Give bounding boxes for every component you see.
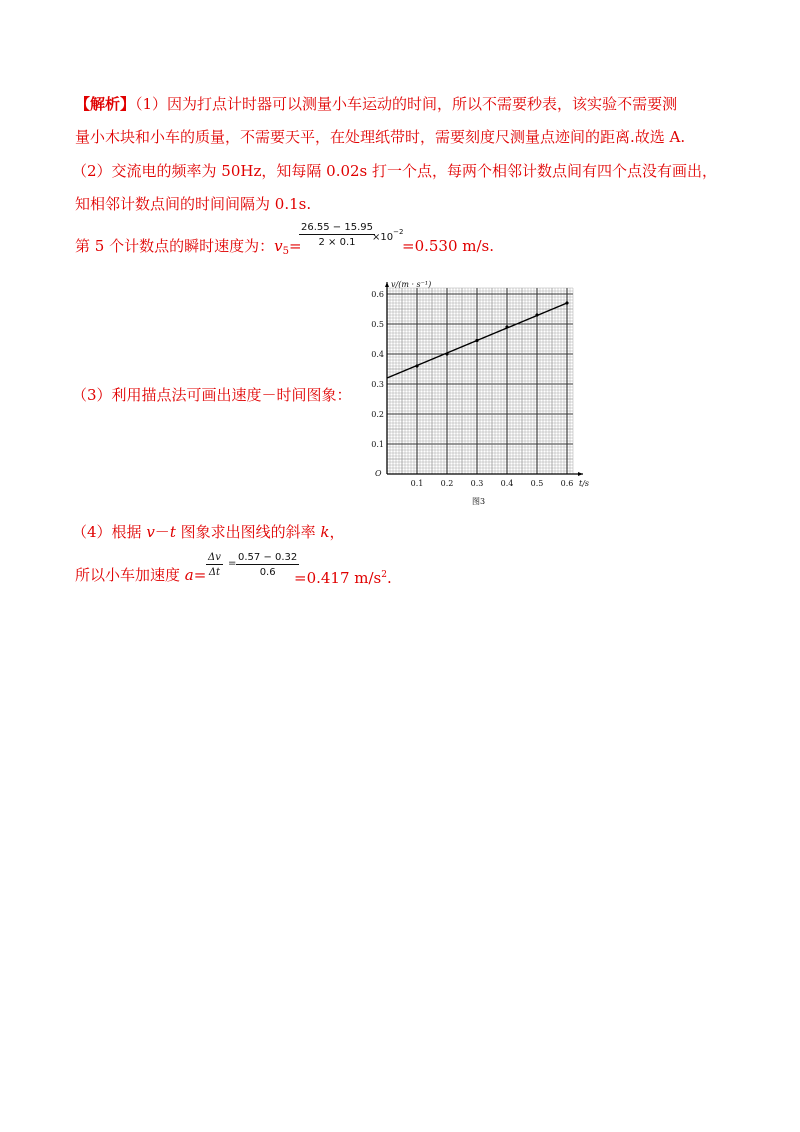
x-tick-label: 0.3 <box>470 479 484 488</box>
data-point <box>415 364 418 367</box>
p3-eq: = <box>288 237 302 255</box>
p1-line1 <box>75 94 677 114</box>
data-point <box>475 339 478 342</box>
p4-text: （3）利用描点法可画出速度－时间图象： <box>72 386 352 404</box>
x-tick-label: 0.1 <box>410 479 424 488</box>
p3-var: v <box>274 237 283 255</box>
p3-sub: 5 <box>282 246 289 257</box>
y-tick-label: 0.5 <box>371 320 384 329</box>
delta-denominator: Δt <box>208 567 221 578</box>
data-point <box>565 301 568 304</box>
p5-mid: 图象求出图线的斜率 <box>175 523 321 541</box>
delta-fraction <box>206 552 223 578</box>
velocity-time-graph <box>365 280 605 520</box>
accel-fraction <box>236 552 299 578</box>
data-point <box>445 352 448 355</box>
y-tick-label: 0.3 <box>371 380 384 389</box>
p5-dash: － <box>154 523 170 541</box>
p5-prefix: （4）根据 <box>72 523 147 541</box>
y-axis-arrow <box>385 282 389 287</box>
p6-var: a <box>184 566 194 584</box>
p5-end: ， <box>329 523 345 541</box>
graph-grid <box>387 288 573 474</box>
velocity-result: =0.530 m/s. <box>402 237 495 255</box>
graph-marks <box>387 301 569 378</box>
accel-exp: 2 <box>381 570 387 580</box>
accel-result-text: =0.417 m/s <box>294 569 382 587</box>
x-axis-label: t/s <box>579 479 590 488</box>
figure-caption: 图3 <box>472 497 486 506</box>
y-tick-label: 0.2 <box>371 410 384 419</box>
x-tick-label: 0.6 <box>560 479 574 488</box>
p5-line <box>72 522 345 542</box>
velocity-factor <box>372 228 403 243</box>
p3-prefix: 第 5 个计数点的瞬时速度为： <box>75 237 275 255</box>
origin-label: O <box>375 469 382 478</box>
velocity-numerator: 26.55 − 15.95 <box>301 222 373 233</box>
factor-text: ×10 <box>372 232 394 243</box>
y-tick-label: 0.1 <box>371 440 384 449</box>
accel-numerator: 0.57 − 0.32 <box>238 552 298 563</box>
y-tick-label: 0.6 <box>371 290 384 299</box>
y-axis-label: v/(m · s⁻¹) <box>391 280 432 289</box>
velocity-denominator: 2 × 0.1 <box>318 237 356 248</box>
p3-line <box>75 236 302 262</box>
analysis-label: 【解析】 <box>75 95 136 113</box>
p2-line2: 知相邻计数点间的时间间隔为 0.1s. <box>75 195 312 213</box>
velocity-fraction <box>299 222 375 248</box>
x-tick-label: 0.4 <box>500 479 514 488</box>
data-point <box>505 325 508 328</box>
p5-t: t <box>169 523 176 541</box>
p6-prefix: 所以小车加速度 <box>75 566 185 584</box>
eq2: = <box>228 558 237 569</box>
p6-line <box>75 565 206 585</box>
data-point <box>535 313 538 316</box>
delta-numerator: Δv <box>208 552 221 563</box>
y-tick-label: 0.4 <box>371 350 384 359</box>
p5-v: v <box>146 523 155 541</box>
accel-result <box>294 565 392 588</box>
accel-denominator: 0.6 <box>259 567 276 578</box>
p1-text1: （1）因为打点计时器可以测量小车运动的时间，所以不需要秒表，该实验不需要测 <box>135 95 678 113</box>
p2-line1: （2）交流电的频率为 50Hz，知每隔 0.02s 打一个点，每两个相邻计数点间有四个点没有画出， <box>72 162 718 180</box>
p1-line2: 量小木块和小车的质量，不需要天平，在处理纸带时，需要刻度尺测量点迹间的距离.故选 A. <box>75 128 686 146</box>
x-tick-label: 0.5 <box>530 479 544 488</box>
factor-exp: −2 <box>393 228 404 236</box>
p6-eq: = <box>193 566 207 584</box>
accel-end: . <box>387 569 392 587</box>
x-tick-label: 0.2 <box>440 479 454 488</box>
x-axis-arrow <box>578 472 583 476</box>
p5-k: k <box>320 523 330 541</box>
